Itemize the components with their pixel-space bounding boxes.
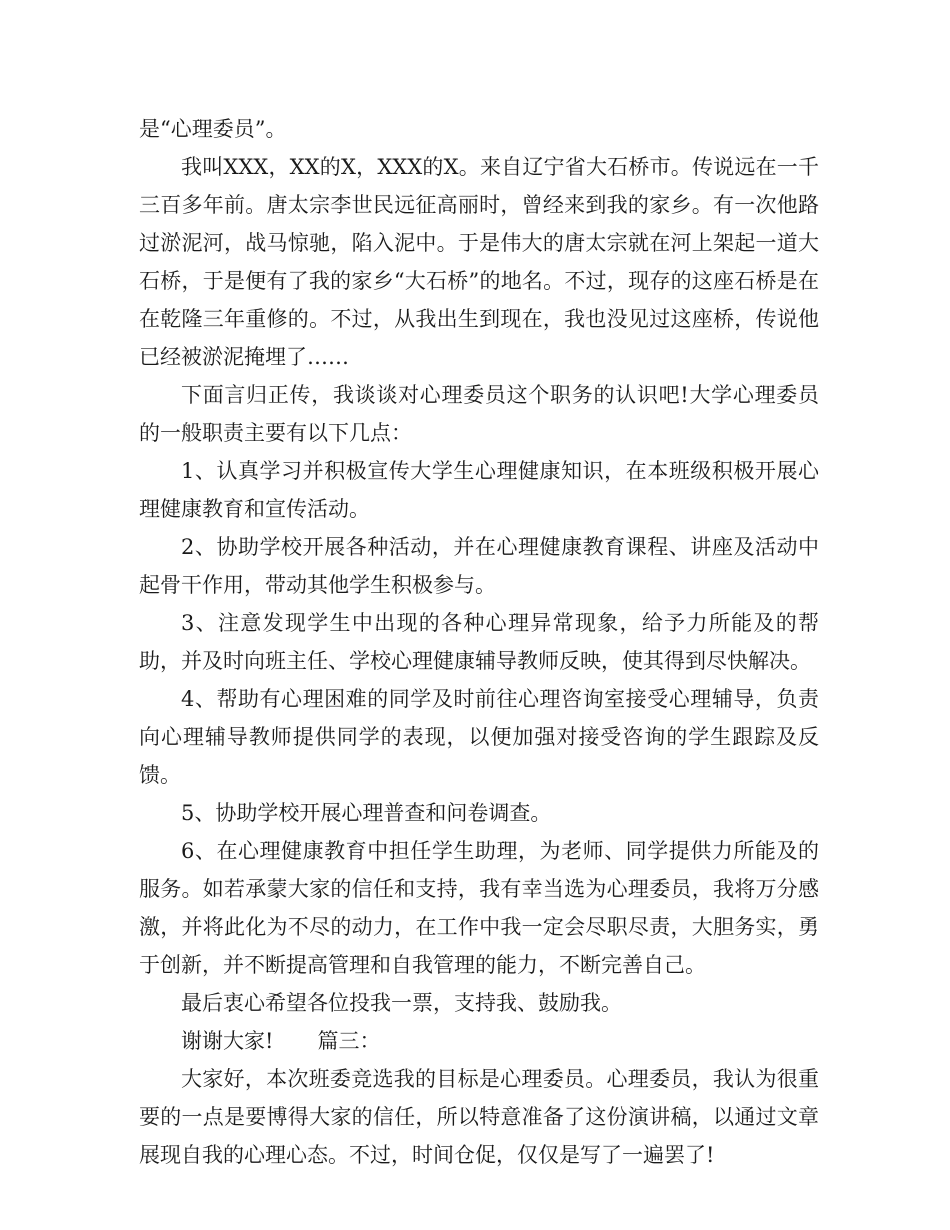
paragraph-duty-5: 5、协助学校开展心理普查和问卷调查。	[181, 801, 552, 825]
paragraph-self-introduction: 我叫XXX，XX的X，XXX的X。来自辽宁省大石桥市。传说远在一千三百多年前。唐太宗李世民远征高丽时，曾经来到我的家乡。有一次他路过淤泥河，战马惊驰，陷入泥中。于是伟大的唐太宗就在河上架起一道大石桥，于是便有了我的家乡“大石桥”的地名。不过，现存的这座石桥是在在乾隆三年重修的。不过，从我出生到现在，我也没见过这座桥，传说他已经被淤泥掩埋了……	[139, 155, 819, 369]
paragraph-intro-fragment: 是“心理委员”。	[139, 117, 287, 141]
paragraph-duties-intro: 下面言归正传，我谈谈对心理委员这个职务的认识吧!大学心理委员的一般职责主要有以下几点：	[139, 383, 819, 445]
paragraph-duty-4: 4、帮助有心理困难的同学及时前往心理咨询室接受心理辅导，负责向心理辅导教师提供同学的表现，以便加强对接受咨询的学生跟踪及反馈。	[139, 687, 819, 787]
paragraph-duty-3: 3、注意发现学生中出现的各种心理异常现象，给予力所能及的帮助，并及时向班主任、学校心理健康辅导教师反映，使其得到尽快解决。	[139, 611, 819, 673]
section-label: 篇三：	[317, 1029, 381, 1053]
paragraph-duty-2: 2、协助学校开展各种活动，并在心理健康教育课程、讲座及活动中起骨干作用，带动其他学生积极参与。	[139, 535, 819, 597]
paragraph-duty-6: 6、在心理健康教育中担任学生助理，为老师、同学提供力所能及的服务。如若承蒙大家的信任和支持，我有幸当选为心理委员，我将万分感激，并将此化为不尽的动力，在工作中我一定会尽职尽责，大胆务实，勇于创新，并不断提高管理和自我管理的能力，不断完善自己。	[139, 839, 819, 977]
document-body	[139, 110, 819, 1174]
paragraph-duty-1: 1、认真学习并积极宣传大学生心理健康知识，在本班级积极开展心理健康教育和宣传活动。	[139, 459, 819, 521]
thanks-text: 谢谢大家!	[181, 1029, 274, 1053]
paragraph-thanks-line	[139, 1022, 819, 1060]
paragraph-request-vote: 最后衷心希望各位投我一票，支持我、鼓励我。	[181, 991, 622, 1015]
paragraph-section-three-opening: 大家好，本次班委竞选我的目标是心理委员。心理委员，我认为很重要的一点是要博得大家的信任，所以特意准备了这份演讲稿，以通过文章展现自我的心理心态。不过，时间仓促，仅仅是写了一遍罢了!	[139, 1067, 819, 1167]
